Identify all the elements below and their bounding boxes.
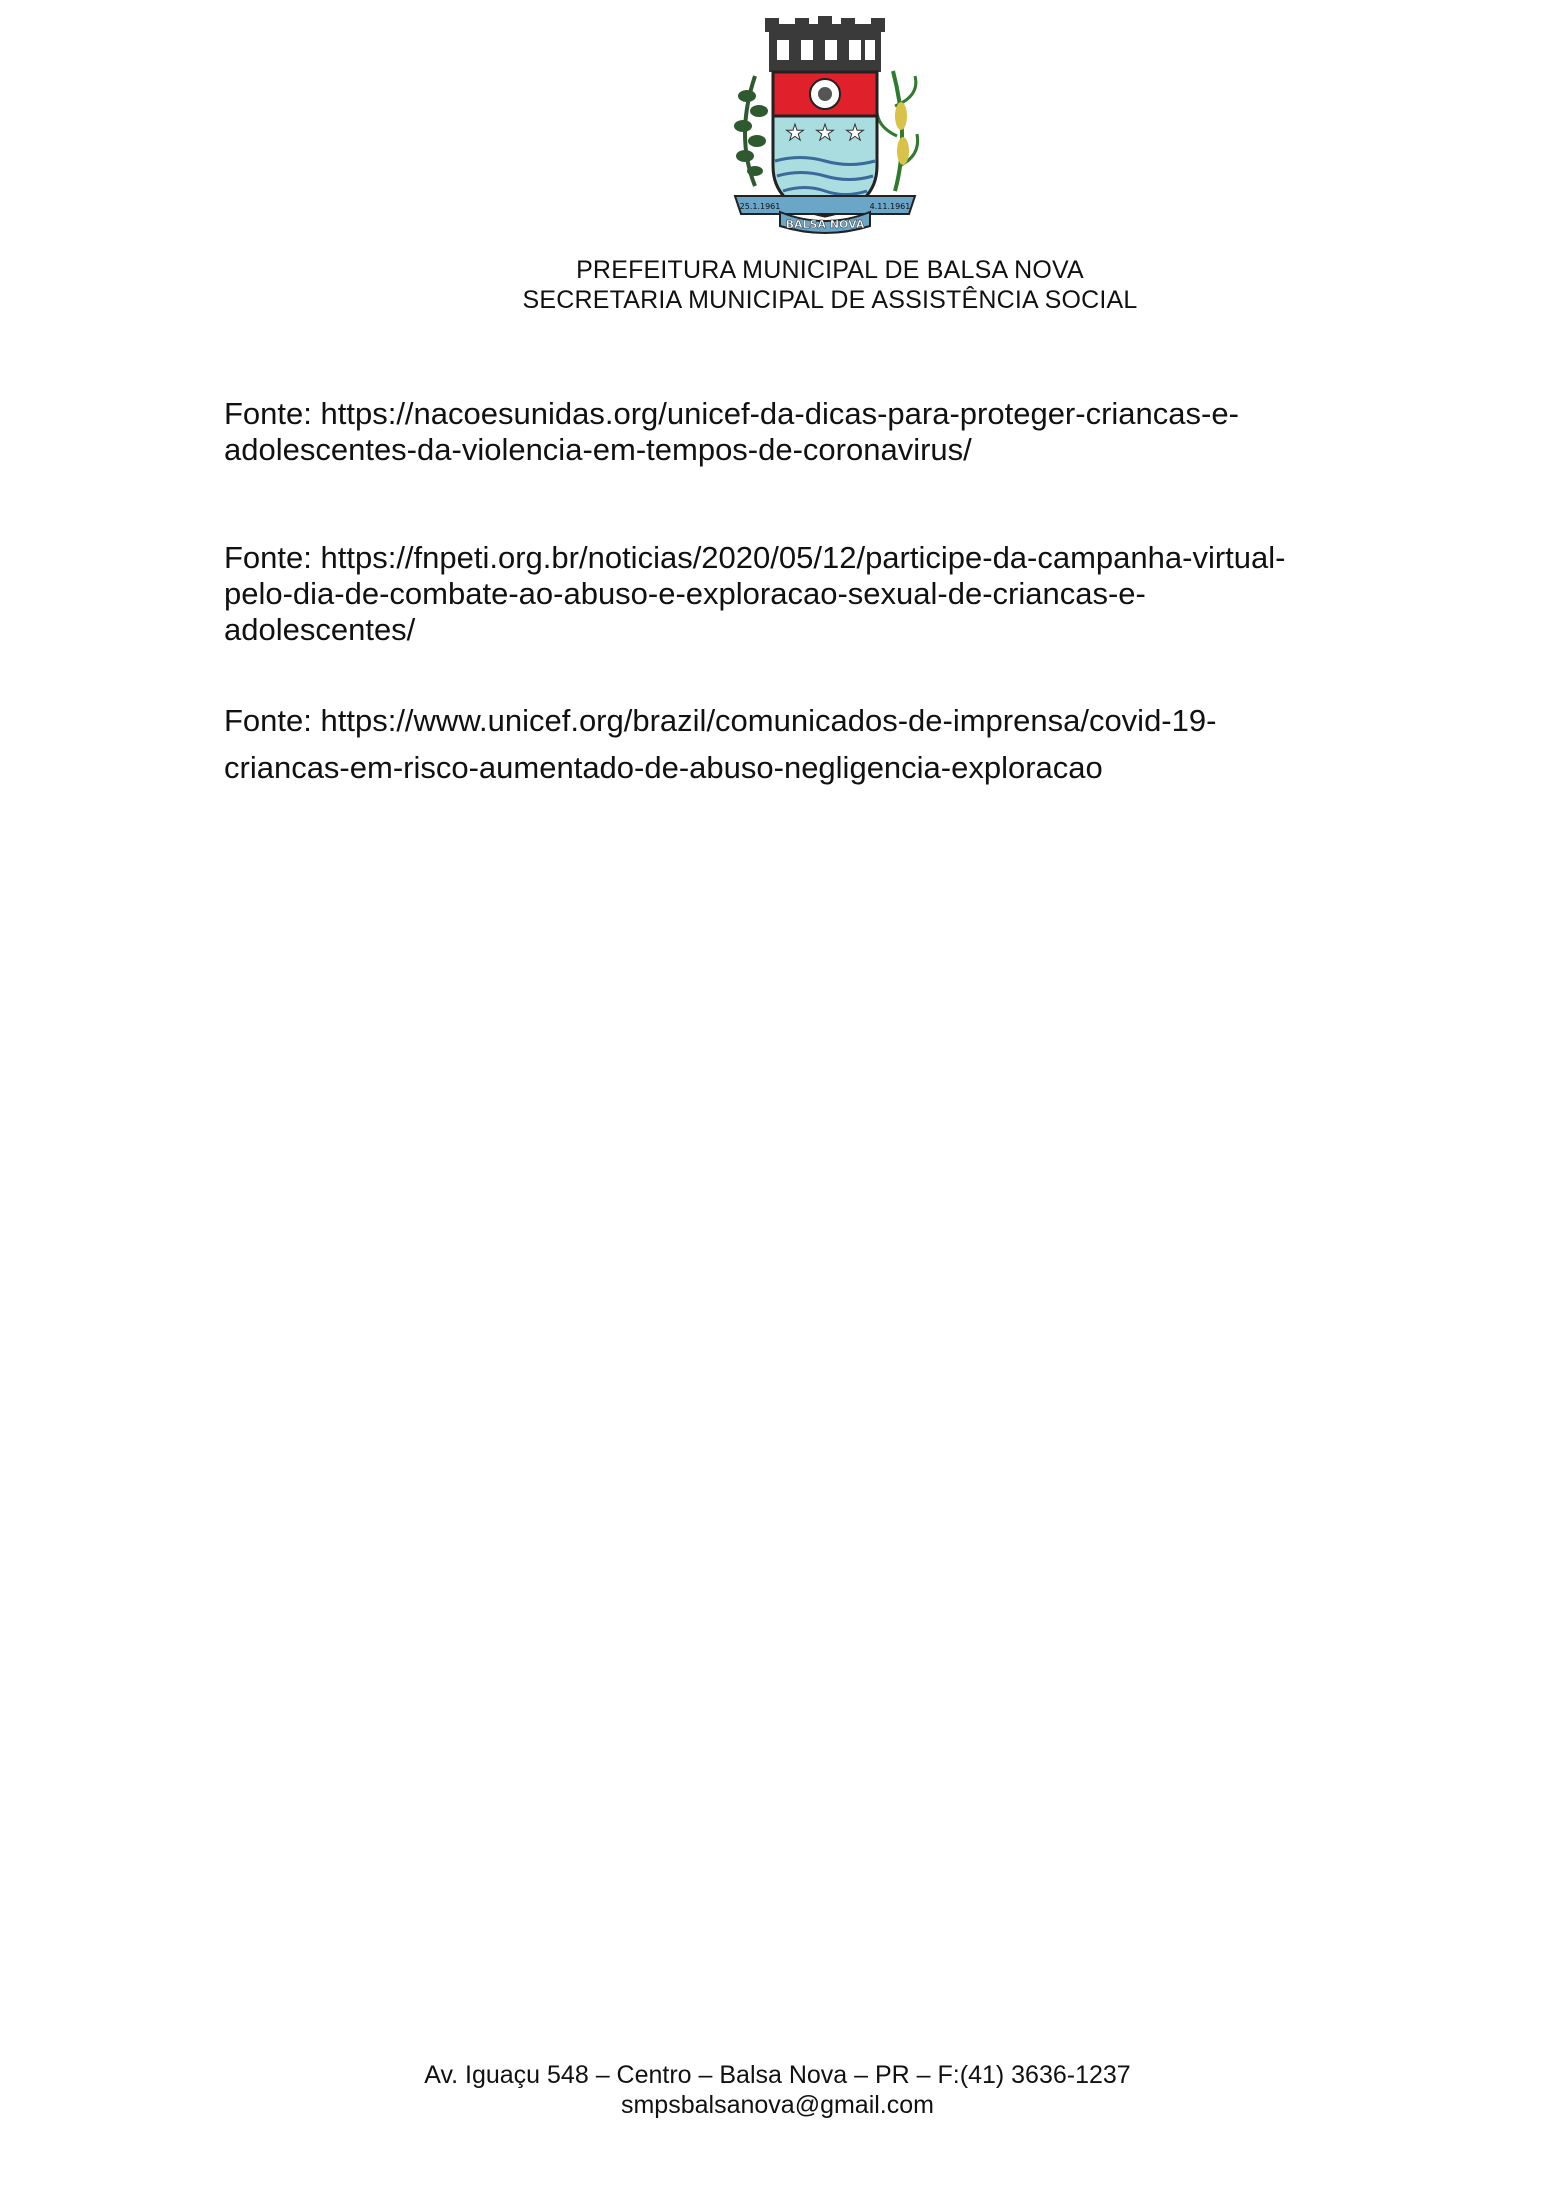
svg-text:★: ★	[785, 120, 805, 145]
crown-icon	[765, 16, 885, 72]
footer-email: smpsbalsanova@gmail.com	[620, 2091, 934, 2119]
footer-contact	[0, 2060, 1555, 2120]
crest-banner-text: BALSA NOVA	[785, 218, 865, 231]
letterhead-line-1: PREFEITURA MUNICIPAL DE BALSA NOVA	[576, 256, 1084, 284]
source-line: adolescentes-da-violencia-em-tempos-de-coronavirus/	[224, 432, 972, 467]
right-corn-icon	[877, 71, 918, 191]
municipal-coat-of-arms	[725, 16, 925, 241]
crest-date-left: 25.1.1961	[739, 202, 781, 211]
source-line: adolescentes/	[224, 612, 416, 647]
svg-text:★: ★	[815, 120, 835, 145]
svg-text:★: ★	[845, 120, 865, 145]
source-line: Fonte: https://fnpeti.org.br/noticias/2020/05/12/participe-da-campanha-virtual-	[224, 540, 1286, 575]
source-reference-1	[224, 396, 1344, 468]
letterhead	[0, 255, 1555, 315]
shield-icon	[773, 72, 877, 216]
left-branch-icon	[734, 76, 768, 186]
source-line: Fonte: https://nacoesunidas.org/unicef-da-dicas-para-proteger-criancas-e-	[224, 396, 1239, 431]
source-reference-2	[224, 540, 1344, 648]
crest-date-right: 4.11.1961	[869, 202, 911, 211]
source-reference-3	[224, 697, 1344, 791]
motto-banner	[735, 196, 915, 233]
letterhead-line-2: SECRETARIA MUNICIPAL DE ASSISTÊNCIA SOCIAL	[522, 286, 1138, 314]
source-line: Fonte: https://www.unicef.org/brazil/comunicados-de-imprensa/covid-19-	[224, 703, 1217, 738]
source-line: criancas-em-risco-aumentado-de-abuso-negligencia-exploracao	[224, 750, 1103, 785]
footer-address: Av. Iguaçu 548 – Centro – Balsa Nova – PR – F:(41) 3636-1237	[424, 2061, 1131, 2089]
source-line: pelo-dia-de-combate-ao-abuso-e-exploracao-sexual-de-criancas-e-	[224, 576, 1146, 611]
